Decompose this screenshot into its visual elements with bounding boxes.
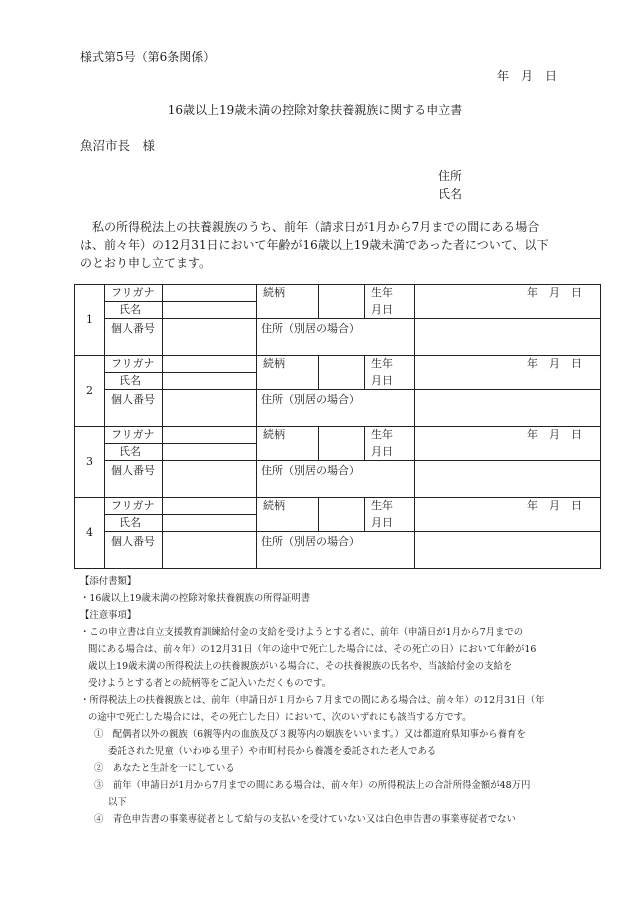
applicant-name-label: 氏名 [438,187,463,201]
birth-label-2: 月日 [365,444,415,461]
separate-address-label: 住所（別居の場合） [257,532,415,569]
name-field[interactable] [163,373,257,390]
notes-heading: 【注意事項】 [80,610,137,621]
condition-item: 以下 [108,797,127,808]
form-number: 様式第5号（第6条関係） [80,50,216,64]
birth-date-field[interactable] [415,356,601,373]
dependent-row [75,427,601,444]
condition-item: ② あなたと生計を一にしている [94,763,235,774]
dependent-row [75,285,601,302]
dependent-row [75,390,601,427]
furigana-label: フリガナ [105,356,163,373]
furigana-field[interactable] [163,285,257,302]
birth-date-field-cont[interactable] [415,373,601,390]
birth-date-field[interactable] [415,498,601,515]
furigana-label: フリガナ [105,285,163,302]
birth-label: 生年 [365,356,415,373]
separate-address-field[interactable] [415,390,601,427]
separate-address-field[interactable] [415,461,601,498]
birth-date-placeholder: 年 月 日 [527,499,582,513]
note-1-line: ・この申立書は自立支援教育訓練給付金の支給を受けようとする者に、前年（申請日が1月から7月までの [80,627,524,638]
relationship-field[interactable] [319,498,365,532]
relationship-field[interactable] [319,356,365,390]
condition-item: 委託された児童（いわゆる里子）や市町村長から養護を委託された老人である [108,746,437,757]
attachments-heading: 【添付書類】 [80,576,137,587]
relationship-field[interactable] [319,285,365,319]
note-1-line: 歳以上19歳未満の所得税法上の扶養親族がいる場合に、その扶養親族の氏名や、当該給付金の支給を [88,661,513,672]
addressee: 魚沼市長 様 [80,138,156,153]
furigana-label: フリガナ [105,498,163,515]
name-label: 氏名 [105,302,163,319]
furigana-field[interactable] [163,427,257,444]
row-number: 4 [75,498,105,569]
name-field[interactable] [163,515,257,532]
individual-number-field[interactable] [163,532,257,569]
condition-item: ④ 青色申告書の事業専従者として給与の支払いを受けていない又は白色申告書の事業専従者でない [94,814,516,825]
birth-date-placeholder: 年 月 日 [527,286,582,300]
dependent-row [75,498,601,515]
birth-label: 生年 [365,427,415,444]
dependent-row [75,319,601,356]
declaration-text: 私の所得税法上の扶養親族のうち、前年（請求日が1月から7月までの間にある場合は、前々年）の12月31日において年齢が16歳以上19歳未満であった者について、以下のとおり申し立てます。 [80,220,549,270]
furigana-label: フリガナ [105,427,163,444]
furigana-field[interactable] [163,498,257,515]
birth-date-field[interactable] [415,285,601,302]
furigana-field[interactable] [163,356,257,373]
separate-address-label: 住所（別居の場合） [257,390,415,427]
dependent-row [75,532,601,569]
document-title: 16歳以上19歳未満の控除対象扶養親族に関する申立書 [167,103,463,117]
name-field[interactable] [163,444,257,461]
relationship-label-cont [257,373,319,390]
applicant-address-label: 住所 [438,169,463,183]
relationship-label-cont [257,444,319,461]
birth-label: 生年 [365,498,415,515]
note-2-line: の途中で死亡した場合には、その死亡した日）において、次のいずれにも該当する方です。 [88,712,472,723]
name-label: 氏名 [105,444,163,461]
date-line: 年 月 日 [497,69,558,83]
note-1-line: 受けようとする者との続柄等をご記入いただくものです。 [88,678,332,689]
birth-date-placeholder: 年 月 日 [527,428,582,442]
name-label: 氏名 [105,515,163,532]
individual-number-field[interactable] [163,461,257,498]
dependent-row [75,461,601,498]
note-2-line: ・所得税法上の扶養親族とは、前年（申請日が１月から７月までの間にある場合は、前々年）の12月31日（年 [80,695,545,706]
attachment-item: ・16歳以上19歳未満の控除対象扶養親族の所得証明書 [80,593,311,604]
name-field[interactable] [163,302,257,319]
separate-address-label: 住所（別居の場合） [257,461,415,498]
individual-number-field[interactable] [163,390,257,427]
relationship-label: 続柄 [257,498,319,515]
dependents-table [74,284,601,569]
individual-number-label: 個人番号 [105,390,163,427]
birth-date-placeholder: 年 月 日 [527,357,582,371]
individual-number-label: 個人番号 [105,532,163,569]
birth-label-2: 月日 [365,302,415,319]
birth-date-field-cont[interactable] [415,515,601,532]
dependent-row [75,356,601,373]
birth-label-2: 月日 [365,373,415,390]
birth-label-2: 月日 [365,515,415,532]
birth-date-field-cont[interactable] [415,444,601,461]
row-number: 2 [75,356,105,427]
name-label: 氏名 [105,373,163,390]
relationship-label: 続柄 [257,356,319,373]
row-number: 3 [75,427,105,498]
birth-date-field-cont[interactable] [415,302,601,319]
relationship-label-cont [257,302,319,319]
individual-number-field[interactable] [163,319,257,356]
note-1-line: 間にある場合は、前々年）の12月31日（年の途中で死亡した場合には、その死亡の日）において年齢が16 [88,644,537,655]
relationship-label: 続柄 [257,285,319,302]
declaration-paragraph [80,218,550,272]
notes-section [80,573,552,828]
row-number: 1 [75,285,105,356]
birth-date-field[interactable] [415,427,601,444]
separate-address-label: 住所（別居の場合） [257,319,415,356]
individual-number-label: 個人番号 [105,461,163,498]
separate-address-field[interactable] [415,319,601,356]
condition-item: ③ 前年（申請日が1月から7月までの間にある場合は、前々年）の所得税法上の合計所得金額が48万円 [94,780,531,791]
note-2 [80,692,552,726]
relationship-label-cont [257,515,319,532]
note-1 [80,624,552,692]
relationship-field[interactable] [319,427,365,461]
relationship-label: 続柄 [257,427,319,444]
individual-number-label: 個人番号 [105,319,163,356]
separate-address-field[interactable] [415,532,601,569]
birth-label: 生年 [365,285,415,302]
condition-item: ① 配偶者以外の親族（6親等内の血族及び３親等内の姻族をいいます。）又は都道府県知事から養育を [94,729,526,740]
